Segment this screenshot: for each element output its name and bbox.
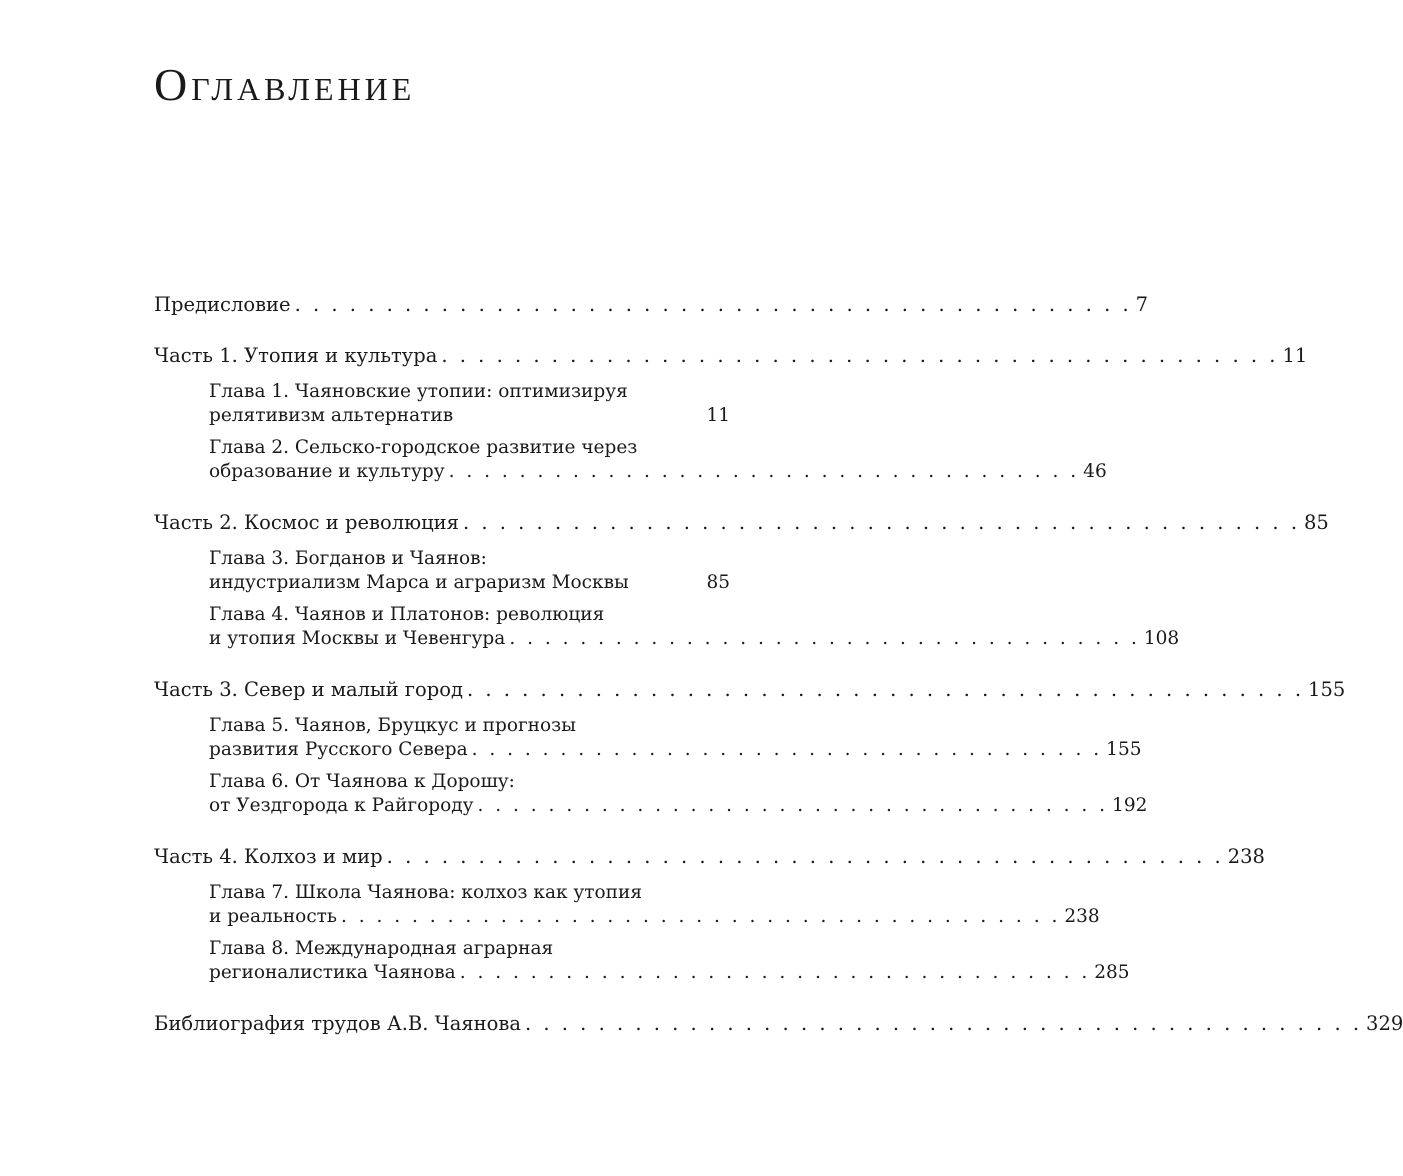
- toc-page-number: 108: [1143, 628, 1180, 649]
- leader-dots: . . . . . . . . . . . . . . . . . . . . . . . . . . . . . . . . . . . . . . . . . . . . . .: [441, 344, 1279, 367]
- leader-dots: . . . . . . . . . . . . . . . . . . . . . . . . . . . . . . . . . . . .: [448, 461, 1080, 482]
- toc-part-label: Предисловие: [154, 293, 291, 316]
- toc-page-number: 85: [1304, 511, 1329, 534]
- leader-dots: . . . . . . . . . . . . . . . . . . . . . . . . . . . . . . . . . . . . . . . . . . . . . .: [294, 293, 1132, 316]
- page-title: Оглавление: [154, 59, 416, 110]
- leader-dots: . . . . . . . . . . . . . . . . . . . . . . . . . . . . . . . . . . . .: [471, 739, 1103, 760]
- toc-page-number: 7: [1135, 293, 1149, 316]
- toc-part: [154, 844, 1265, 985]
- toc-part-label: Часть 1. Утопия и культура: [154, 344, 438, 367]
- toc-page-number: 238: [1227, 845, 1265, 868]
- toc-part: [154, 677, 1346, 818]
- toc-page-number: 329: [1366, 1012, 1403, 1035]
- toc-chapter-title: Глава 2. Сельско-городское развитие через: [209, 437, 638, 458]
- table-of-contents: [154, 292, 1403, 1036]
- leader-dots: . . . . . . . . . . . . . . . . . . . . . . . . . . . . . . . . . . . .: [459, 962, 1091, 983]
- toc-chapter-title-cont: и утопия Москвы и Чевенгура: [209, 628, 506, 649]
- toc-chapter: [154, 770, 1148, 818]
- toc-chapter: [154, 603, 1180, 651]
- toc-chapter: [154, 714, 1142, 762]
- toc-chapter: [154, 881, 1100, 929]
- toc-page-number: 11: [1282, 344, 1308, 367]
- toc-chapter-title: Глава 3. Богданов и Чаянов:: [209, 548, 487, 569]
- toc-chapter: [154, 436, 1107, 484]
- toc-part: [154, 292, 1149, 317]
- leader-dots: . . . . . . . . . . . . . . . . . . . . . . . . . . . . . . . . . . . . . . . . .: [341, 906, 1061, 927]
- toc-page-number: 155: [1308, 678, 1346, 701]
- toc-chapter-title: Глава 6. От Чаянова к Дорошу:: [209, 771, 515, 792]
- toc-page-number: 192: [1112, 795, 1148, 816]
- toc-chapter-title-cont: регионалистика Чаянова: [209, 962, 456, 983]
- toc-chapter-title: Глава 8. Международная аграрная: [209, 938, 554, 959]
- toc-page-number: 11: [706, 405, 730, 426]
- leader-dots: . . . . . . . . . . . . . . . . . . . . . . . . . . . . . . . . . . . . . . . . . . . . . .: [466, 678, 1305, 701]
- toc-part: [154, 1011, 1403, 1036]
- toc-part-label: Библиография трудов А.В. Чаянова: [154, 1012, 521, 1035]
- toc-chapter: [154, 547, 730, 595]
- toc-part-label: Часть 4. Колхоз и мир: [154, 845, 383, 868]
- toc-page-number: 85: [706, 572, 730, 593]
- toc-chapter-title-cont: и реальность: [209, 906, 337, 927]
- toc-page-number: 238: [1064, 906, 1100, 927]
- leader-dots: . . . . . . . . . . . . . . . . . . . . . . . . . . . . . . . . . . . . . . . . . . . . . .: [386, 845, 1224, 868]
- toc-chapter-title-cont: индустриализм Марса и аграризм Москвы: [209, 572, 629, 593]
- leader-dots: . . . . . . . . . . . . . . . . . . . . . . . . . . . . . . . . . . . . . . . . . . . . . .: [462, 511, 1301, 534]
- leader-dots: . . . . . . . . . . . . . . . . . . . . . . . . . . . . . . . . . . . . . . . . . . . . . .: [524, 1012, 1363, 1035]
- leader-dots: . . . . . . . . . . . . . . . . . . . . . . . . . . . . . . . . . . . .: [477, 795, 1109, 816]
- toc-page-number: 285: [1094, 962, 1130, 983]
- toc-chapter-title: Глава 5. Чаянов, Бруцкус и прогнозы: [209, 715, 576, 736]
- toc-page-number: 155: [1106, 739, 1142, 760]
- toc-chapter-title-cont: образование и культуру: [209, 461, 445, 482]
- toc-chapter-title-cont: от Уездгорода к Райгороду: [209, 795, 474, 816]
- toc-part: [154, 343, 1308, 484]
- toc-chapter-title: Глава 4. Чаянов и Платонов: революция: [209, 604, 605, 625]
- toc-chapter: [154, 380, 730, 428]
- toc-chapter-title-cont: развития Русского Севера: [209, 739, 468, 760]
- toc-chapter-title: Глава 7. Школа Чаянова: колхоз как утопия: [209, 882, 643, 903]
- toc-chapter-title: Глава 1. Чаяновские утопии: оптимизируя: [209, 381, 628, 402]
- toc-chapter: [154, 937, 1130, 985]
- toc-chapter-title-cont: релятивизм альтернатив: [209, 405, 454, 426]
- leader-dots: . . . . . . . . . . . . . . . . . . . . . . . . . . . . . . . . . . . .: [509, 628, 1140, 649]
- toc-part: [154, 510, 1329, 651]
- toc-part-label: Часть 2. Космос и революция: [154, 511, 459, 534]
- toc-page-number: 46: [1083, 461, 1107, 482]
- toc-part-label: Часть 3. Север и малый город: [154, 678, 463, 701]
